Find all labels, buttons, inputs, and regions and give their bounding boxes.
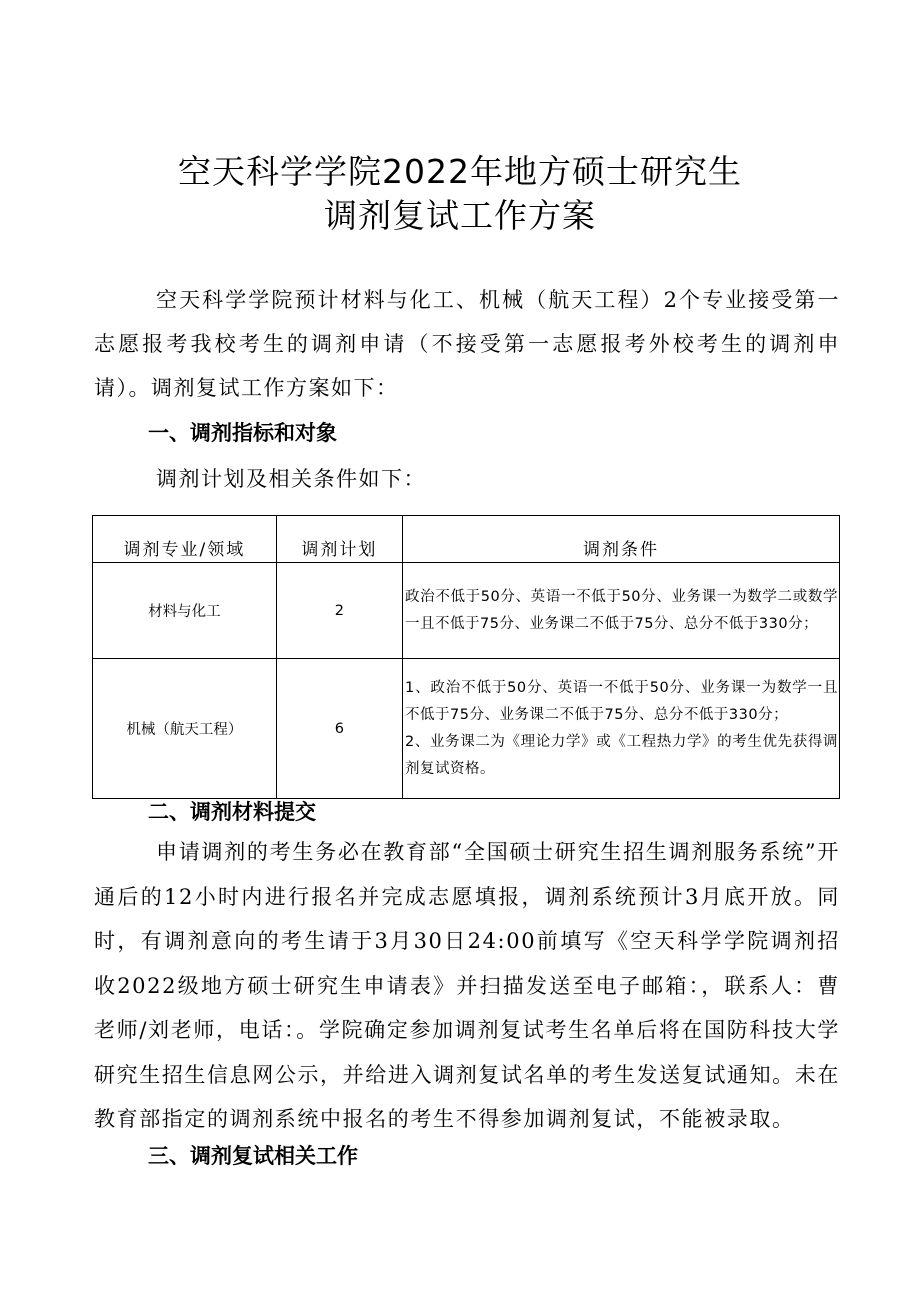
table-header-plan: 调剂计划: [276, 516, 402, 563]
intro-paragraph: 空天科学学院预计材料与化工、机械（航天工程）2个专业接受第一志愿报考我校考生的调剂申请（不接受第一志愿报考外校考生的调剂申请）。调剂复试工作方案如下：: [94, 288, 840, 400]
table-cell-conditions: [403, 659, 840, 799]
section1-text: 调剂计划及相关条件如下：: [156, 467, 426, 491]
document-title-line1: 空天科学学院2022年地方硕士研究生: [178, 152, 742, 191]
condition-text: 1、政治不低于50分、英语一不低于50分、业务课一为数学一且不低于75分、业务课二不低于75分、总分不低于330分；: [405, 679, 838, 723]
quota-table: [92, 515, 840, 799]
document-title-line2: 调剂复试工作方案: [324, 196, 596, 235]
table-cell-plan: 2: [276, 563, 402, 659]
table-cell-major: 材料与化工: [93, 563, 277, 659]
table-row: [93, 659, 840, 799]
section2-heading: 二、调剂材料提交: [148, 800, 316, 824]
table-row: [93, 563, 840, 659]
condition-text: 2、业务课二为《理论力学》或《工程热力学》的考生优先获得调剂复试资格。: [405, 733, 838, 777]
section3-heading: 三、调剂复试相关工作: [148, 1144, 358, 1168]
table-header-row: [93, 516, 840, 563]
table-cell-plan: 6: [276, 659, 402, 799]
section2-text: 申请调剂的考生务必在教育部“全国硕士研究生招生调剂服务系统”开通后的12小时内进行报名并完成志愿填报，调剂系统预计3月底开放。同时，有调剂意向的考生请于3月30日24:00前填写《空天科学学院调剂招收2022级地方硕士研究生申请表》并扫描发送至电子邮箱：，联系人：曹老师/刘老师，电话：。学院确定参加调剂复试考生名单后将在国防科技大学研究生招生信息网公示，并给进入调剂复试名单的考生发送复试通知。未在教育部指定的调剂系统中报名的考生不得参加调剂复试，不能被录取。: [94, 840, 840, 1131]
section1-heading: 一、调剂指标和对象: [148, 421, 337, 445]
condition-text: 政治不低于50分、英语一不低于50分、业务课一为数学二或数学一且不低于75分、业务课二不低于75分、总分不低于330分；: [405, 588, 838, 632]
table-cell-conditions: [403, 563, 840, 659]
table-cell-major: 机械（航天工程）: [93, 659, 277, 799]
table-header-major: 调剂专业/领域: [93, 516, 277, 563]
table-header-conditions: 调剂条件: [403, 516, 840, 563]
